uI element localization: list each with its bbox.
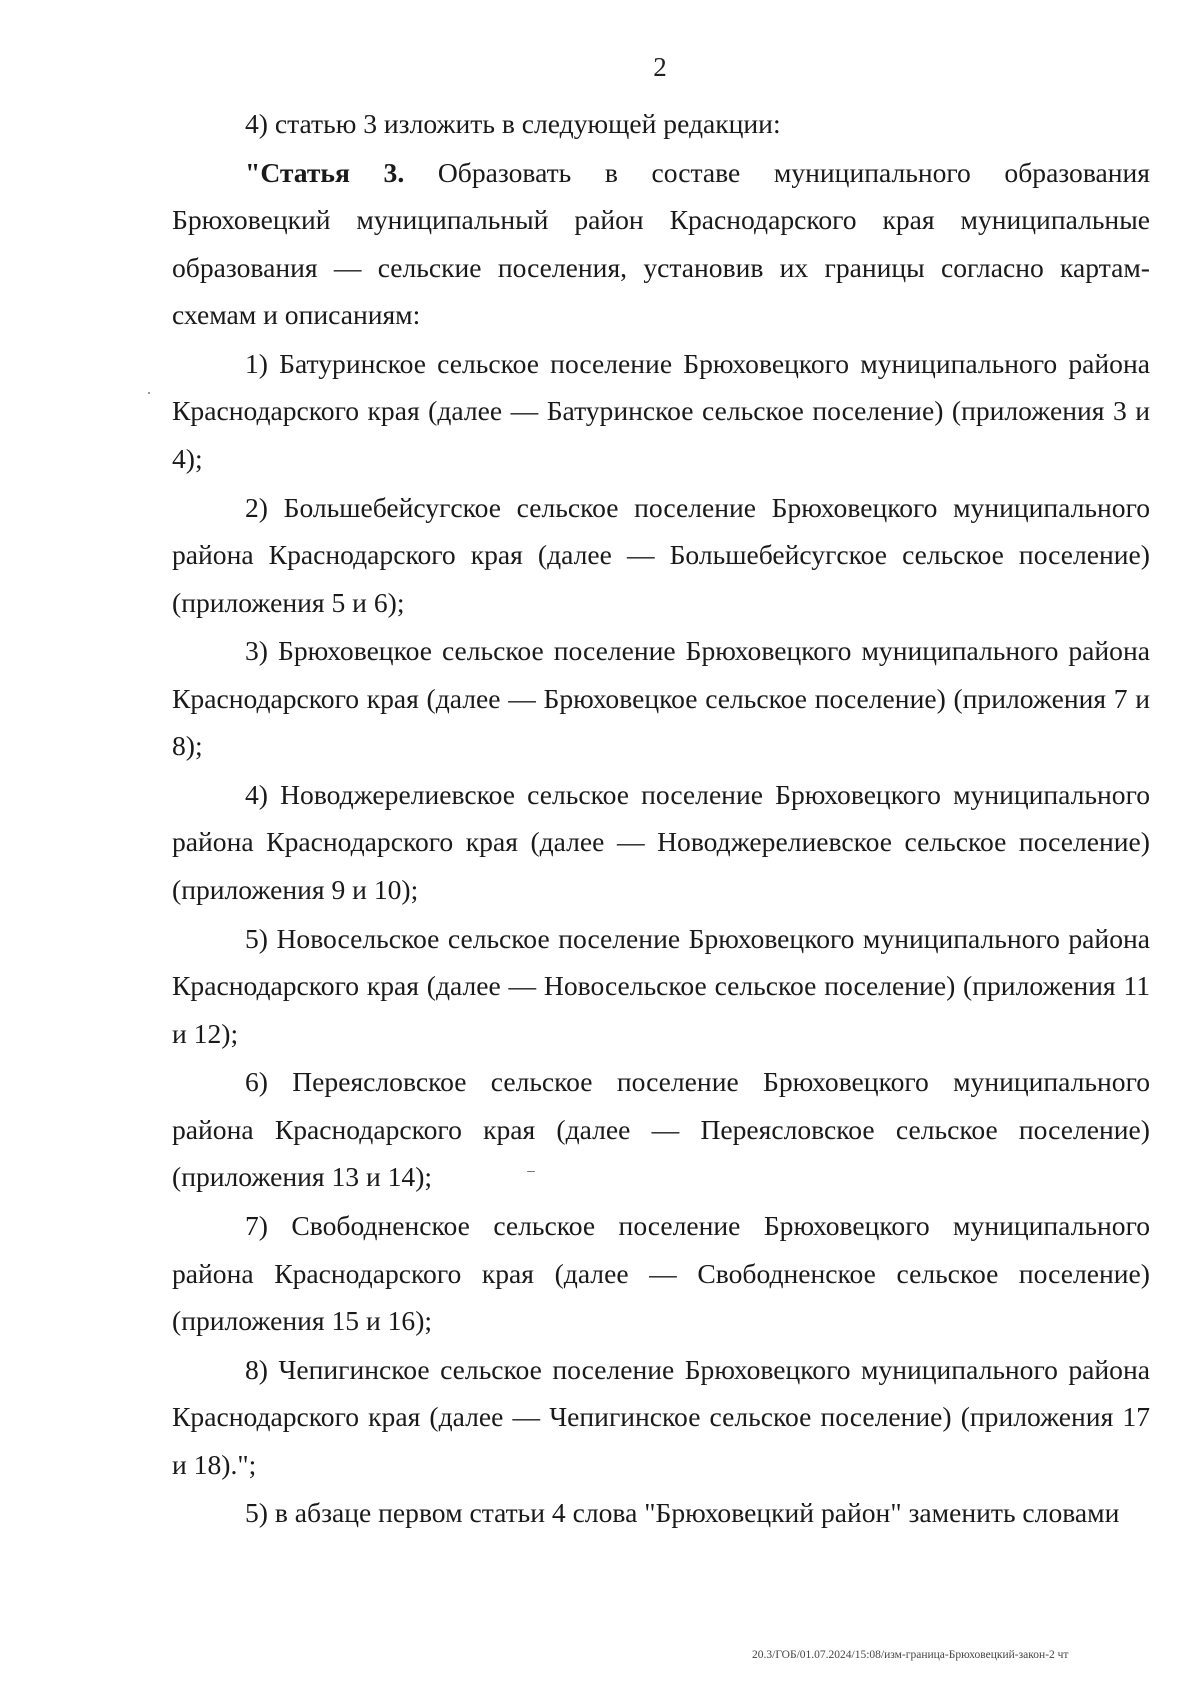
list-item-7: 7) Свободненское сельское поселение Брюховецкого муниципального района Краснодарского края (далее — Свободненское сельское поселение) (приложения 15 и 16); <box>172 1210 1150 1336</box>
article-heading: "Статья 3. <box>245 156 405 188</box>
list-item-8: 8) Чепигинское сельское поселение Брюховецкого муниципального района Краснодарского края (далее — Чепигинское сельское поселение) (приложения 17 и 18)."; <box>172 1353 1150 1480</box>
list-item-4: 4) Новоджерелиевское сельское поселение Брюховецкого муниципального района Краснодарского края (далее — Новоджерелиевское сельское поселение) (приложения 9 и 10); <box>172 778 1150 905</box>
list-item-3: 3) Брюховецкое сельское поселение Брюховецкого муниципального района Краснодарского края (далее — Брюховецкое сельское поселение) (приложения 7 и 8); <box>172 635 1150 762</box>
list-item-1: 1) Батуринское сельское поселение Брюховецкого муниципального района Краснодарского края (далее — Батуринское сельское поселение) (приложения 3 и 4); <box>172 347 1150 474</box>
list-item-6: 6) Переясловское сельское поселение Брюховецкого муниципального района Краснодарского края (далее — Переясловское сельское поселение) (приложения 13 и 14); <box>172 1066 1150 1193</box>
document-body <box>172 100 1150 1538</box>
scan-speck <box>148 392 150 394</box>
article-text: Образовать в составе муниципального образования Брюховецкий муниципальный район Краснодарского края муниципальные образования — сельские поселения, установив их границы согласно картам-схемам и описаниям: <box>172 156 1150 331</box>
scan-speck <box>527 1171 535 1172</box>
amendment-intro: 4) статью 3 изложить в следующей редакции: <box>245 108 781 139</box>
footer-file-code: 20.3/ГОБ/01.07.2024/15:08/изм-граница-Брюховецкий-закон-2 чт <box>752 1649 1069 1661</box>
page-number: 2 <box>653 52 667 82</box>
article-paragraph <box>172 149 1150 340</box>
list-item-5: 5) Новосельское сельское поселение Брюховецкого муниципального района Краснодарского края (далее — Новосельское сельское поселение) (приложения 11 и 12); <box>172 922 1150 1049</box>
amendment-closing: 5) в абзаце первом статьи 4 слова "Брюховецкий район" заменить словами <box>245 1497 1120 1529</box>
list-item-2: 2) Большебейсугское сельское поселение Брюховецкого муниципального района Краснодарского края (далее — Большебейсугское сельское поселение) (приложения 5 и 6); <box>172 491 1150 618</box>
